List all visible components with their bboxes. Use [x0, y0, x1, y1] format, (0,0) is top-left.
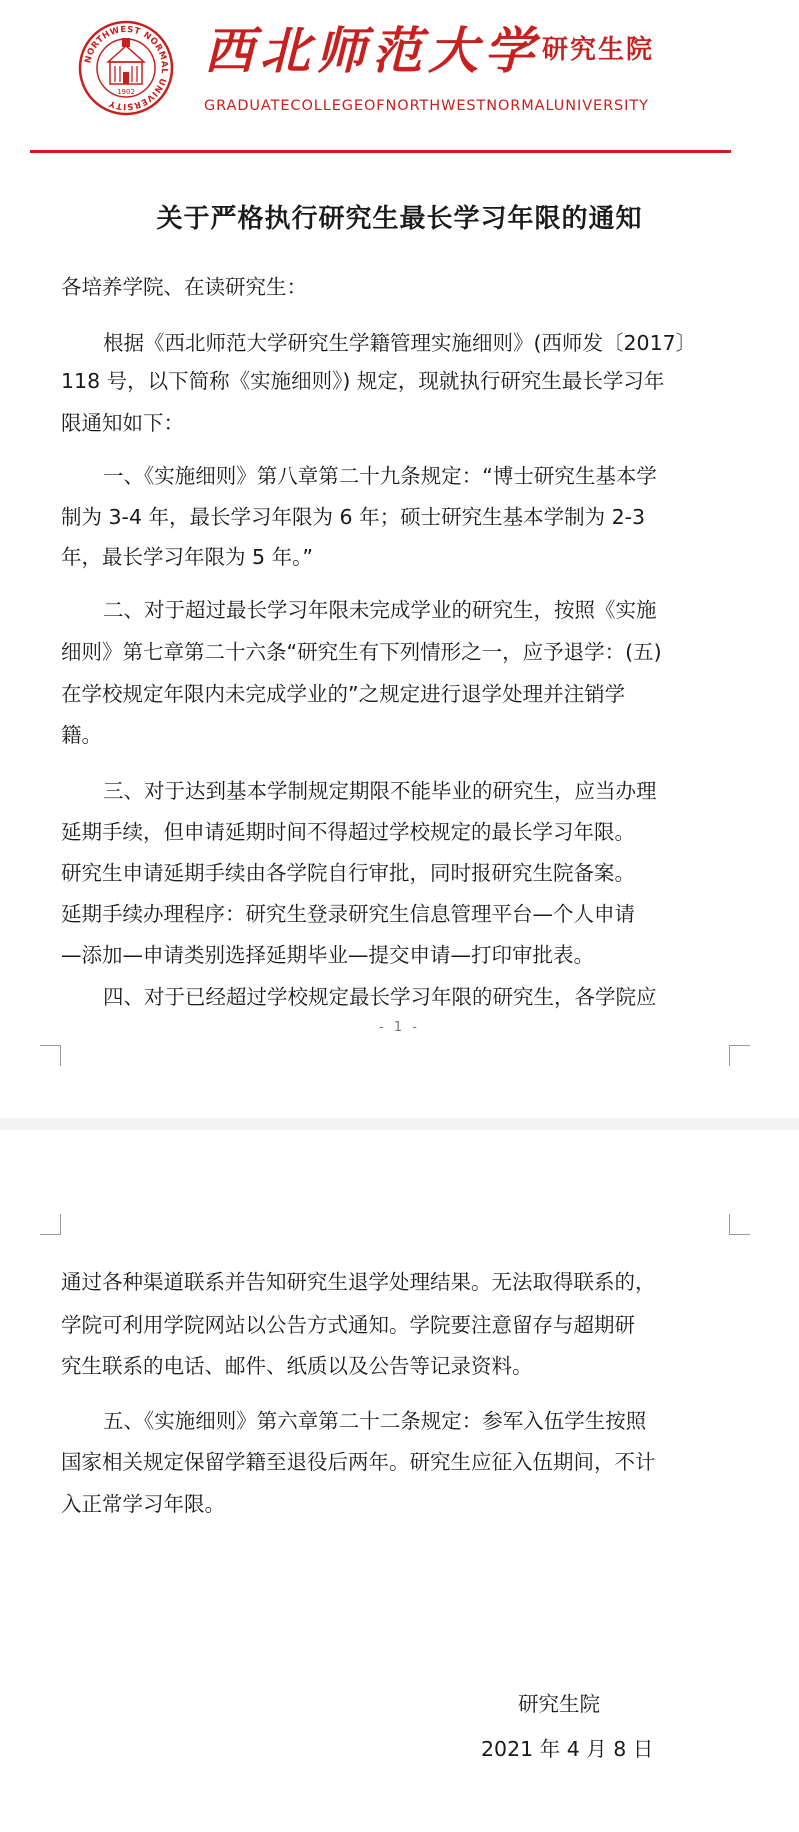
- body-line: 四、对于已经超过学校规定最长学习年限的研究生，各学院应: [103, 985, 657, 1009]
- university-name-logotype: 西北师范大学: [204, 21, 540, 80]
- header-divider: [30, 150, 731, 153]
- seal-year: 1902: [117, 88, 135, 96]
- crop-mark: [729, 1214, 750, 1235]
- salutation: 各培养学院、在读研究生：: [61, 275, 307, 299]
- crop-mark: [40, 1045, 61, 1066]
- notice-title: 关于严格执行研究生最长学习年限的通知: [156, 204, 643, 234]
- body-line: 入正常学习年限。: [61, 1492, 225, 1516]
- body-line: 根据《西北师范大学研究生学籍管理实施细则》(西师发〔2017〕: [103, 331, 697, 355]
- department-name: 研究生院: [542, 35, 655, 65]
- body-line: 限通知如下：: [61, 411, 184, 435]
- body-line: 118 号，以下简称《实施细则》) 规定，现就执行研究生最长学习年: [61, 369, 665, 393]
- page-number: - 1 -: [379, 1020, 420, 1035]
- crop-mark: [40, 1214, 61, 1235]
- body-line: 在学校规定年限内未完成学业的”之规定进行退学处理并注销学: [61, 682, 626, 706]
- body-line: 制为 3-4 年，最长学习年限为 6 年；硕士研究生基本学制为 2-3: [61, 505, 646, 529]
- body-line: 究生联系的电话、邮件、纸质以及公告等记录资料。: [61, 1354, 533, 1378]
- body-line: 国家相关规定保留学籍至退役后两年。研究生应征入伍期间，不计: [61, 1450, 656, 1474]
- signature-date: 2021 年 4 月 8 日: [481, 1737, 654, 1761]
- document-page-2: [0, 1130, 799, 1832]
- body-line: 籍。: [61, 723, 102, 747]
- body-line: 研究生申请延期手续由各学院自行审批，同时报研究生院备案。: [61, 861, 635, 885]
- svg-text:NORTHWEST NORMAL UNIVERSITY: NORTHWEST NORMAL UNIVERSITY: [83, 24, 170, 112]
- signature-org: 研究生院: [518, 1692, 600, 1716]
- body-line: 通过各种渠道联系并告知研究生退学处理结果。无法取得联系的，: [61, 1270, 656, 1294]
- body-line: 五、《实施细则》第六章第二十二条规定：参军入伍学生按照: [103, 1409, 647, 1433]
- body-line: 一、《实施细则》第八章第二十九条规定：“博士研究生基本学: [103, 464, 657, 488]
- body-line: 学院可利用学院网站以公告方式通知。学院要注意留存与超期研: [61, 1313, 635, 1337]
- body-line: —添加—申请类别选择延期毕业—提交申请—打印审批表。: [61, 943, 594, 967]
- body-line: 三、对于达到基本学制规定期限不能毕业的研究生，应当办理: [103, 779, 657, 803]
- university-seal-logo: [78, 20, 174, 116]
- crop-mark: [729, 1045, 750, 1066]
- body-line: 延期手续办理程序：研究生登录研究生信息管理平台—个人申请: [61, 902, 635, 926]
- body-line: 二、对于超过最长学习年限未完成学业的研究生，按照《实施: [103, 598, 657, 622]
- body-line: 细则》第七章第二十六条“研究生有下列情形之一，应予退学：(五): [61, 640, 662, 664]
- body-line: 延期手续，但申请延期时间不得超过学校规定的最长学习年限。: [61, 820, 635, 844]
- body-line: 年，最长学习年限为 5 年。”: [61, 545, 313, 569]
- english-department-name: GRADUATECOLLEGEOFNORTHWESTNORMALUNIVERSITY: [204, 98, 649, 114]
